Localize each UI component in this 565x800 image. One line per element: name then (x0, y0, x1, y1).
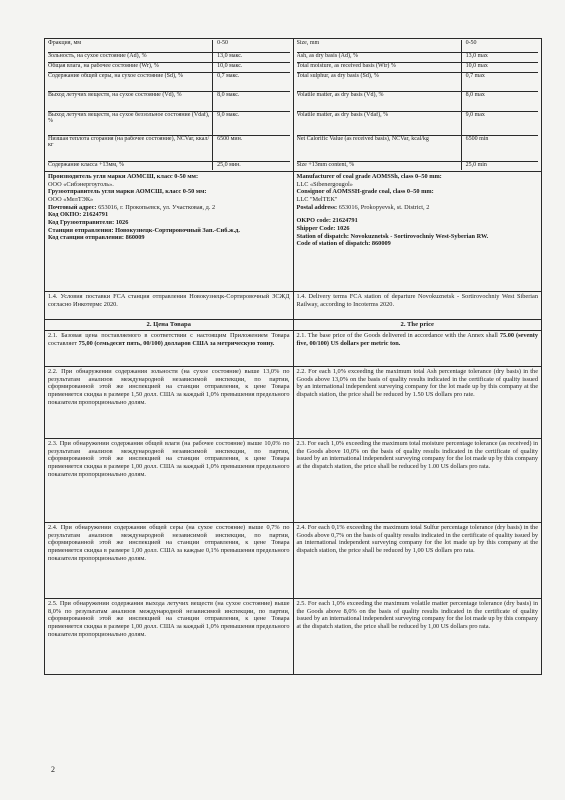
postal-value: 653016, Prokopyevsk, st. District, 2 (338, 203, 430, 211)
spec-value: 8,0 max (461, 91, 538, 111)
spec-ru-cell (45, 39, 294, 172)
spec-value: 9,0 макс. (213, 111, 290, 135)
spec-label: Фракция, мм (48, 40, 213, 52)
postal-value: 653016, г. Прокопьевск, ул. Участковая, д. 2 (98, 203, 216, 211)
dispatch-station: Station of dispatch: Novokuznetsk - Sortirovochniy West-Syberian RW. (296, 232, 489, 240)
shipper-code: Код Грузоотправителя: 1026 (48, 219, 129, 227)
clause-2-1-ru (45, 331, 294, 367)
spec-label: Выход летучих веществ, на сухое состояние (Vd), % (48, 91, 213, 111)
spec-label: Total sulphur, as dry basis (Sd), % (297, 72, 462, 91)
spec-label: Ash, as dry basis (Ad), % (297, 52, 462, 62)
clause-2-2-en: 2.2. For each 1,0% exceeding the maximum total Ash percentage tolerance (dry basis) in the Goods above 13,0% on the basis of quality results indicated in the certificate of quality issued by an international independent surveying company for the lot made up by this company at the dispatch station, the price shall be reduced by 1.50 US dollars pro rate. (293, 367, 542, 439)
manufacturer-title: Manufacturer of coal grade AOMSSh, class 0–50 mm: (296, 173, 442, 180)
contract-page (44, 38, 542, 675)
clause-2-1-en (293, 331, 542, 367)
postal-label: Postal address: (296, 203, 338, 211)
spec-value: 13,0 макс. (213, 52, 290, 62)
clause-text: 2.1. Базовая цена поставляемого в соответствии с настоящим Приложением Товара составляет (48, 332, 290, 347)
consignor-title: Consignor of AOMSSH-grade coal, class 0–50 mm: (296, 188, 434, 196)
producer-en (293, 172, 542, 292)
clause-2-4-ru: 2.4. При обнаружении содержания общей серы (на сухое состояние) выше 0,7% по результатам анализов международной независимой инспекции, по партии, сформированной этой же инспекцией на станции отправления, к цене Товара применяется скидка в размере 1,00 долл. США за каждые 0,1% превышения предельного показателя пропорционально долям. (45, 523, 294, 599)
spec-label: Net Calorific Value (as received basis), NCVar, kcal/kg (297, 135, 462, 161)
clause-text: 2.1. The base price of the Goods delivered in accordance with the Annex shall (296, 332, 500, 340)
spec-value: 6500 min (461, 135, 538, 161)
manufacturer-name: LLC «Sibenergougol» (296, 180, 353, 188)
contract-table (44, 38, 542, 675)
spec-value: 25,0 min (461, 161, 538, 170)
okpo-code: OKPO code: 21624791 (296, 217, 358, 225)
spec-value: 0,7 макс. (213, 72, 290, 91)
manufacturer-title: Производитель угля марки АОМСШ, класс 0-50 мм: (48, 173, 199, 180)
spec-value: 9,0 max (461, 111, 538, 135)
spec-table-en (297, 40, 539, 170)
manufacturer-name: ООО «Сибэнергоуголь». (48, 180, 114, 188)
spec-value: 8,0 макс. (213, 91, 290, 111)
spec-label: Выход летучих веществ, на сухое беззольное состояние (Vdaf), % (48, 111, 213, 135)
spec-value: 25,0 мин. (213, 161, 290, 170)
spec-label: Total moisture, as received basis (Wtr) % (297, 62, 462, 72)
spec-value: 0,7 max (461, 72, 538, 91)
spec-label: Size +13mm content, % (296, 161, 355, 168)
clause-2-2-ru: 2.2. При обнаружении содержания зольности (на сухое состояние) выше 13,0% по результатам анализов международной независимой инспекции, по партии, сформированной этой же инспекцией на станции отправления, к цене Товара применяется скидка в размере 1,50 долл. США за каждый 1,0% превышения предельного показателя пропорционально долям. (45, 367, 294, 439)
spec-label: Содержание общей серы, на сухое состояние (Sd), % (48, 72, 213, 91)
clause-2-3-en: 2.3. For each 1,0% exceeding the maximum total moisture percentage tolerance (as received) in the Goods above 10,0% on the basis of quality results indicated in the certificate of quality issued by an international independent surveying company for the lot made up by this company at the dispatch station, the price shall be reduced by 1.00 US dollars pro rata. (293, 439, 542, 523)
okpo-code: Код ОКПО: 21624791 (48, 211, 109, 219)
spec-value: 10,0 max (461, 62, 538, 72)
clause-price: 75.00 (seventy five, 00/100) US dollars per metric ton. (296, 332, 539, 347)
spec-value: 6500 мин. (213, 135, 290, 161)
spec-value: 0-50 (213, 40, 290, 52)
section-2-title-en: 2. The price (293, 320, 542, 331)
clause-2-4-en: 2.4. For each 0,1% exceeding the maximum total Sulfur percentage tolerance (dry basis) in the Goods above 0,7% on the basis of quality results indicated in the certificate of quality issued by an international independent surveying company for the lot made up by this company at the dispatch station, the price shall be reduced by 1,00 US dollars pro rata. (293, 523, 542, 599)
spec-value: 10,0 макс. (213, 62, 290, 72)
dispatch-station-code: Код станции отправления: 860009 (48, 234, 145, 242)
clause-2-5-en: 2.5. For each 1,0% exceeding the maximum volatile matter percentage tolerance (dry basis) in the Goods above 8,0% on the basis of quality results indicated in the certificate of quality issued by an international independent surveying company for the lot made up by this company at the dispatch station, the price shall be reduced by 1,00 US dollars pro rata. (293, 599, 542, 675)
spec-label: Содержание класса +13мм, % (48, 161, 125, 168)
clause-1-4-ru: 1.4. Условия поставки FCA станция отправления Новокузнецк-Сортировочный ЗСЖД согласно Инкотермс 2020. (45, 292, 294, 320)
spec-label: Низшая теплота сгорания (на рабочее состояние), NCVar, ккал/кг (48, 135, 213, 161)
spec-label: Volatile matter, as dry basis (Vd), % (297, 91, 462, 111)
spec-label: Общая влага, на рабочее состояние (Wr), % (48, 62, 213, 72)
postal-label: Почтовый адрес: (48, 203, 97, 211)
clause-price: 75,00 (семьдесят пять, 00/100) долларов США за метрическую тонну. (78, 339, 275, 347)
consignor-name: ООО «МелТЭК» (48, 196, 94, 204)
consignor-title: Грузоотправитель угля марки АОМСШ, класс 0-50 мм: (48, 188, 207, 196)
spec-label: Volatile matter, as dry basis (Vdaf), % (297, 111, 462, 135)
clause-2-5-ru: 2.5. При обнаружении содержания выхода летучих веществ (на сухое состояние) выше 8,0% по результатам анализов международной независимой инспекции, по партии, сформированной этой же инспекцией на станции отправления, к цене Товара применяется скидка в размере 1,00 долл. США за каждый 1,0% превышения предельного показателя пропорционально долям. (45, 599, 294, 675)
spec-value: 0-50 (461, 40, 538, 52)
clause-1-4-en: 1.4. Delivery terms FCA station of departure Novokuznetsk - Sortirovochniy West Siberian Railway, according to Incoterms 2020. (293, 292, 542, 320)
spec-value: 13,0 max (461, 52, 538, 62)
page-number: 2 (51, 765, 55, 774)
dispatch-station: Станция отправления: Новокузнецк-Сортировочный Зап.-Сиб.ж.д. (48, 226, 240, 234)
spec-label: Size, mm (297, 40, 462, 52)
clause-2-3-ru: 2.3. При обнаружении содержания общей влаги (на рабочее состояние) выше 10,0% по результатам анализов международной независимой инспекции, по партии, сформированной этой же инспекцией на станции отправления, к цене Товара применяется скидка в размере 1,00 долл. США за каждый 1,0% превышения предельного показателя пропорционально долям. (45, 439, 294, 523)
spec-en-cell (293, 39, 542, 172)
consignor-name: LLC "MelTEK" (296, 196, 338, 204)
shipper-code: Shipper Code: 1026 (296, 225, 350, 233)
section-2-title-ru: 2. Цена Товара (45, 320, 294, 331)
dispatch-station-code: Code of station of dispatch: 860009 (296, 240, 391, 248)
spec-table-ru (48, 40, 290, 170)
spec-label: Зольность, на сухое состояние (Ad), % (48, 52, 213, 62)
producer-ru (45, 172, 294, 292)
